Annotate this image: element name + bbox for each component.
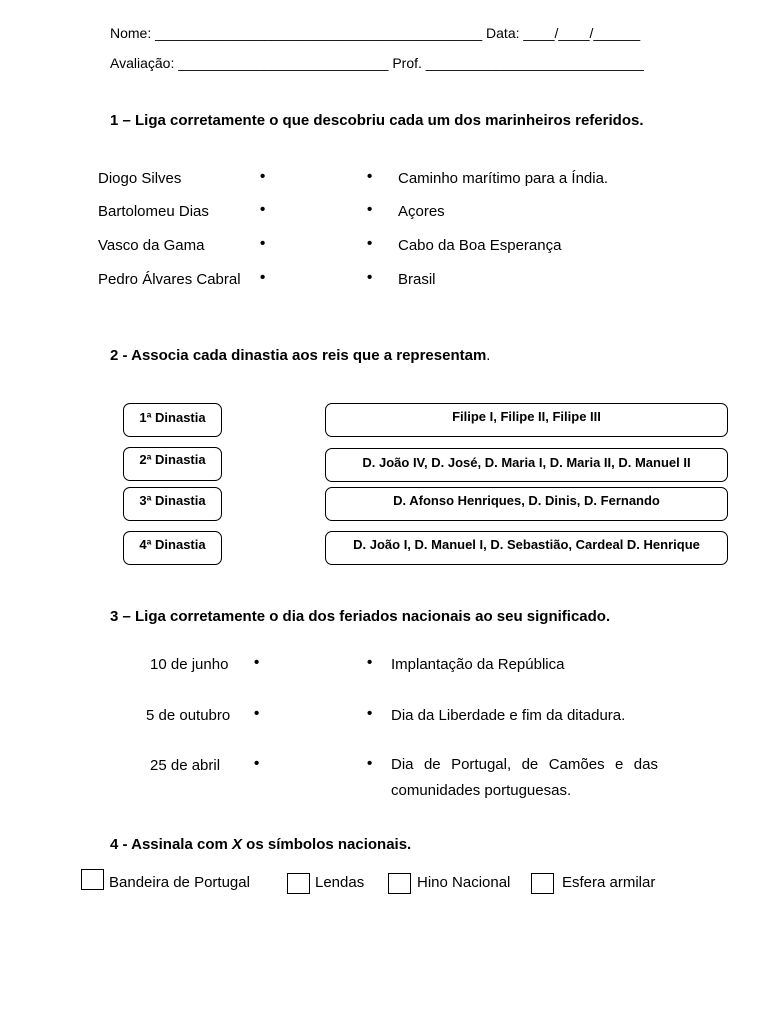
match-dot-right[interactable]: • [367, 654, 373, 671]
option-esfera-label: Esfera armilar [562, 874, 656, 891]
option-hino-label: Hino Nacional [417, 874, 511, 891]
meaning-dia-de-portugal: Dia de Portugal, de Camões e das comunidades portuguesas. [391, 756, 658, 799]
match-dot-right[interactable]: • [367, 235, 373, 252]
discovery-acores: Açores [398, 203, 445, 220]
match-dot-left[interactable]: • [254, 705, 260, 722]
date-25-abril: 25 de abril [150, 757, 221, 774]
kings-box-4[interactable]: D. João I, D. Manuel I, D. Sebastião, Cardeal D. Henrique [325, 531, 728, 565]
discovery-cabo-boa-esperanca: Cabo da Boa Esperança [398, 237, 562, 254]
sailor-pedro-alvares-cabral: Pedro Álvares Cabral [98, 271, 241, 288]
name-date-line: Nome: __________________________________________ Data: ____/____/______ [110, 25, 641, 41]
match-dot-left[interactable]: • [260, 269, 266, 286]
kings-box-3[interactable]: D. Afonso Henriques, D. Dinis, D. Fernando [325, 487, 728, 521]
match-dot-left[interactable]: • [260, 168, 266, 185]
match-dot-right[interactable]: • [367, 705, 373, 722]
date-5-outubro: 5 de outubro [146, 707, 231, 724]
question-4-title: 4 - Assinala com X os símbolos nacionais. [110, 836, 412, 853]
date-10-junho: 10 de junho [150, 656, 229, 673]
match-dot-right[interactable]: • [367, 168, 373, 185]
dynasty-box-4[interactable]: 4ª Dinastia [123, 531, 222, 565]
question-3-title: 3 – Liga corretamente o dia dos feriados nacionais ao seu significado. [110, 608, 611, 625]
sailor-vasco-da-gama: Vasco da Gama [98, 237, 205, 254]
meaning-dia-liberdade: Dia da Liberdade e fim da ditadura. [391, 707, 626, 724]
discovery-brasil: Brasil [398, 271, 436, 288]
question-1-title: 1 – Liga corretamente o que descobriu cada um dos marinheiros referidos. [110, 112, 644, 129]
match-dot-left[interactable]: • [260, 201, 266, 218]
checkbox-bandeira[interactable] [81, 869, 104, 890]
match-dot-right[interactable]: • [367, 755, 373, 772]
checkbox-lendas[interactable] [287, 873, 310, 894]
meaning-implantacao-republica: Implantação da República [391, 656, 565, 673]
match-dot-left[interactable]: • [254, 755, 260, 772]
match-dot-left[interactable]: • [260, 235, 266, 252]
match-dot-left[interactable]: • [254, 654, 260, 671]
dynasty-box-1[interactable]: 1ª Dinastia [123, 403, 222, 437]
match-dot-right[interactable]: • [367, 269, 373, 286]
checkbox-hino[interactable] [388, 873, 411, 894]
evaluation-teacher-line: Avaliação: ___________________________ Prof. ____________________________ [110, 55, 644, 71]
question-2-title: 2 - Associa cada dinastia aos reis que a representam. [110, 347, 491, 364]
dynasty-box-2[interactable]: 2ª Dinastia [123, 447, 222, 481]
kings-box-2[interactable]: D. João IV, D. José, D. Maria I, D. Maria II, D. Manuel II [325, 448, 728, 482]
dynasty-box-3[interactable]: 3ª Dinastia [123, 487, 222, 521]
kings-box-1[interactable]: Filipe I, Filipe II, Filipe III [325, 403, 728, 437]
sailor-bartolomeu-dias: Bartolomeu Dias [98, 203, 209, 220]
sailor-diogo-silves: Diogo Silves [98, 170, 182, 187]
checkbox-esfera[interactable] [531, 873, 554, 894]
discovery-india-route: Caminho marítimo para a Índia. [398, 170, 609, 187]
match-dot-right[interactable]: • [367, 201, 373, 218]
option-lendas-label: Lendas [315, 874, 365, 891]
option-bandeira-label: Bandeira de Portugal [109, 874, 250, 891]
